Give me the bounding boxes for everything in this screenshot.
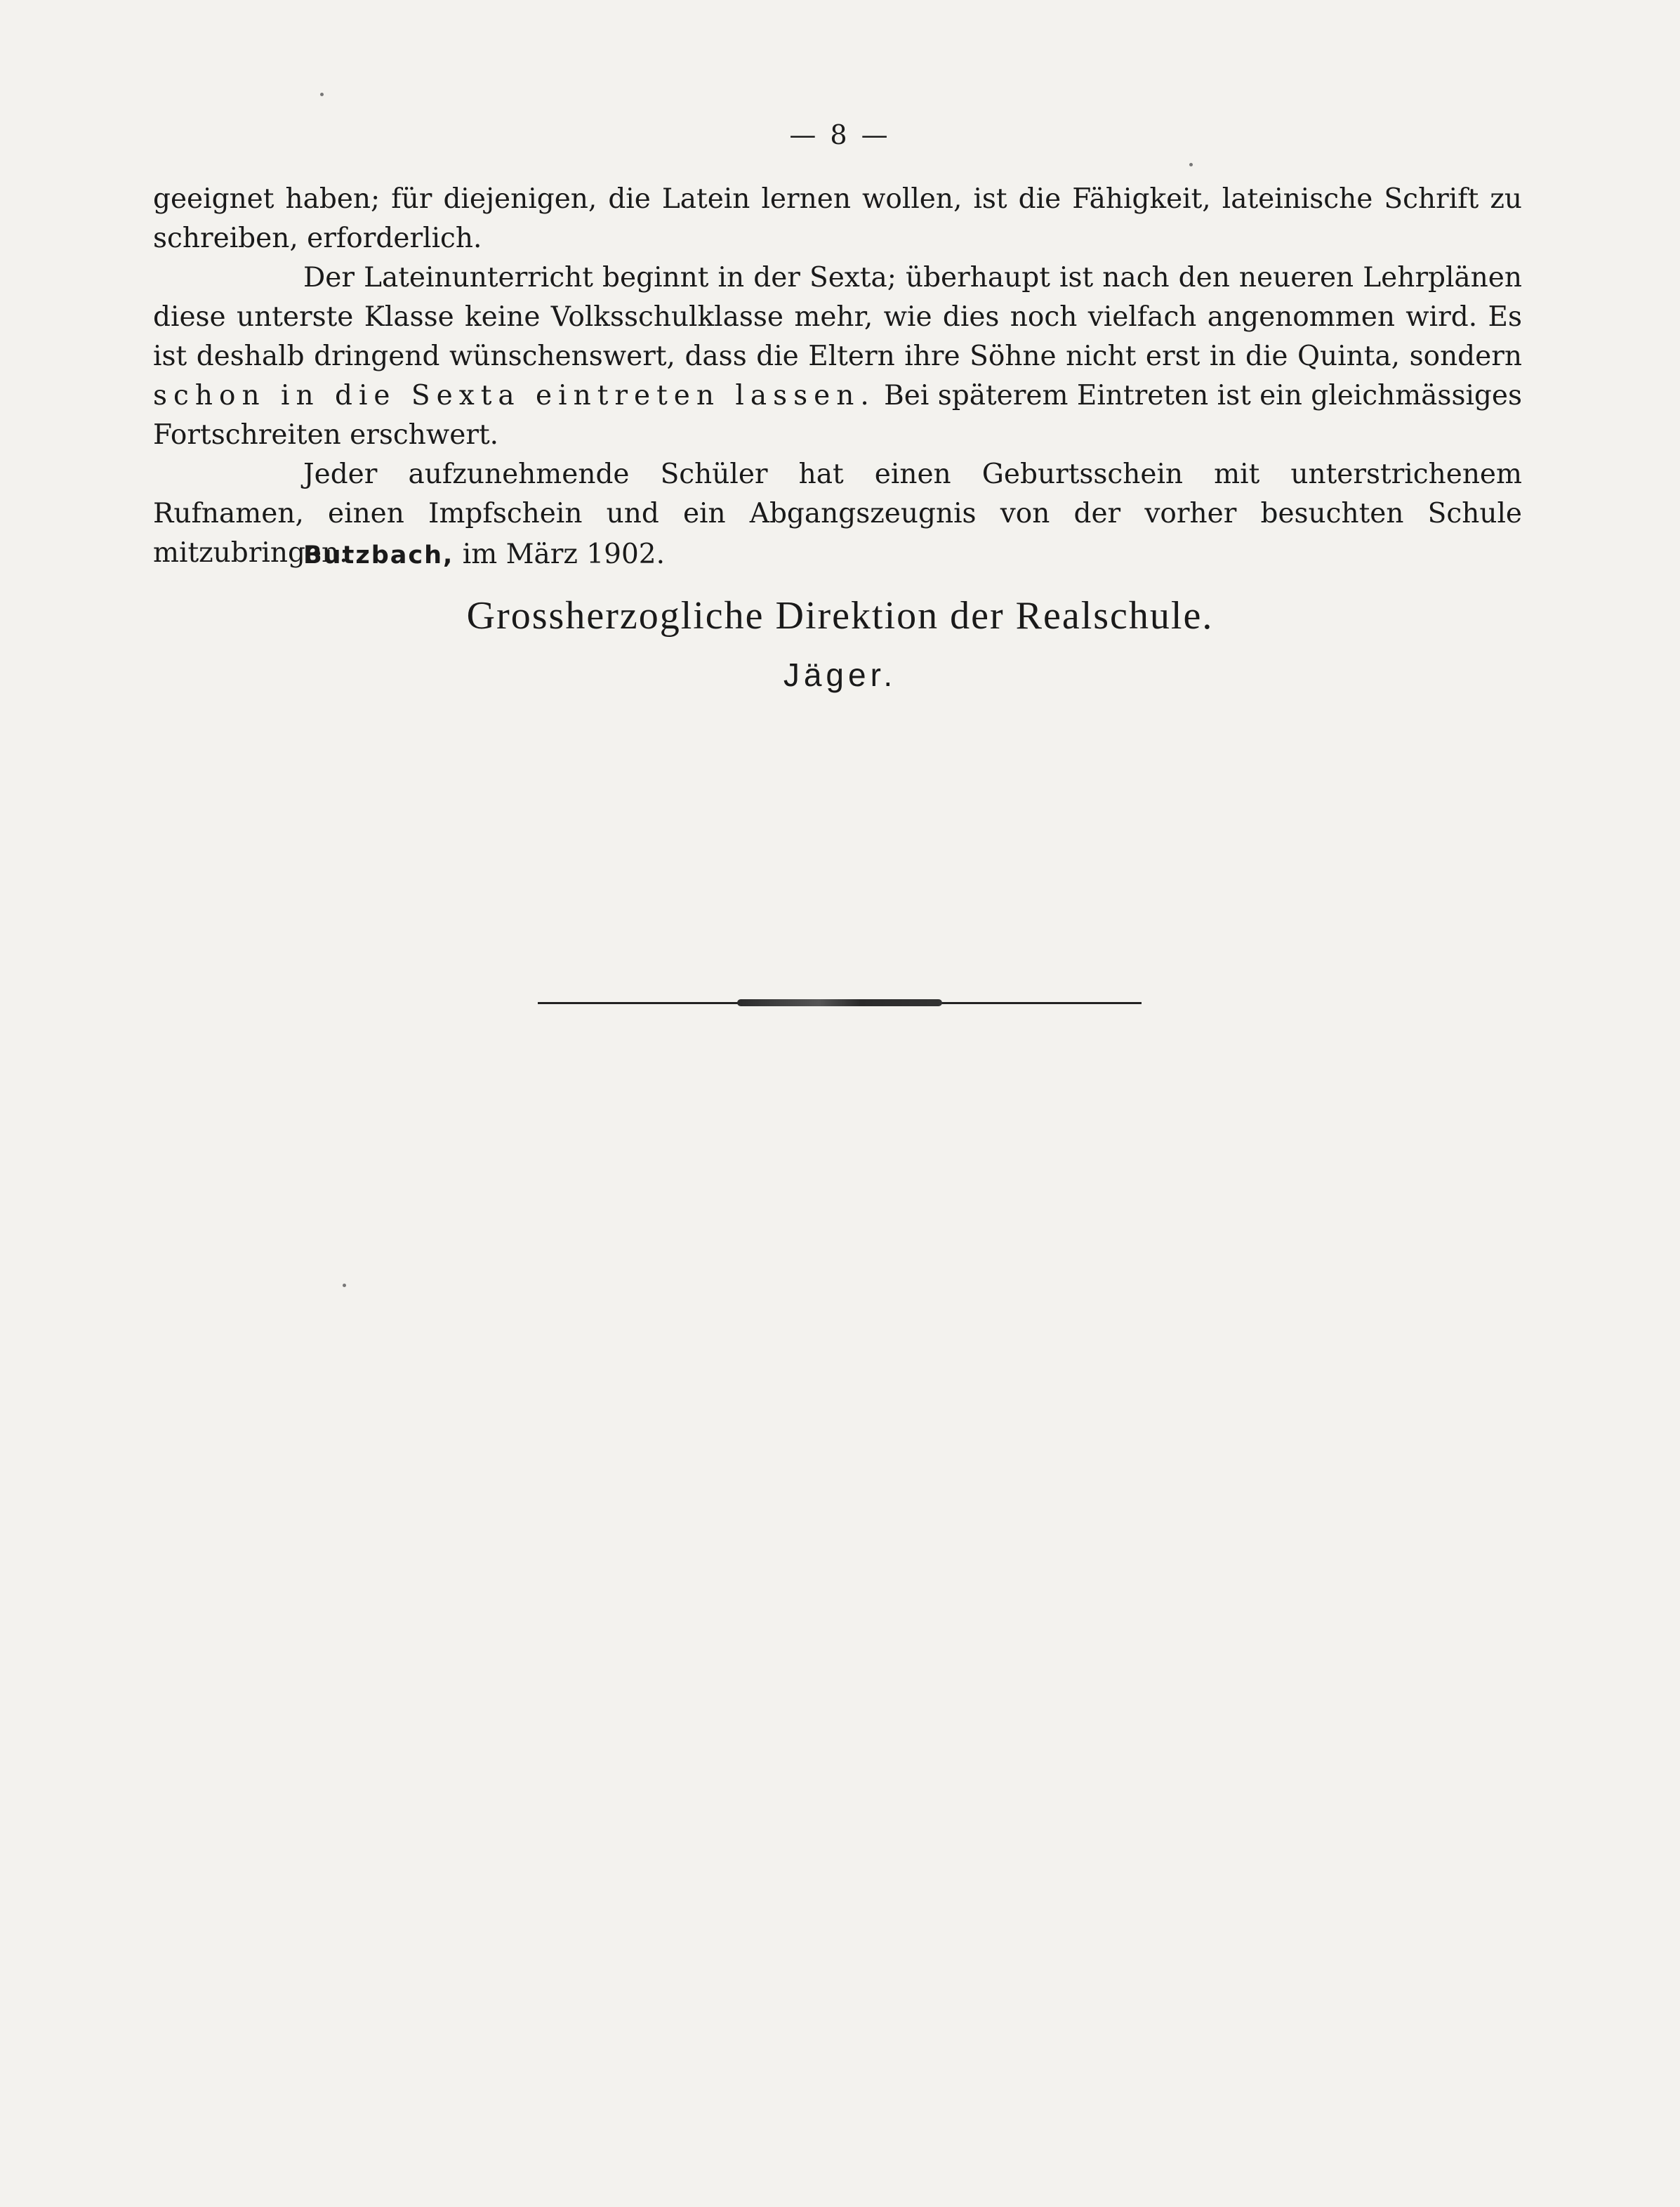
signoff-place: Butzbach, [303,541,454,569]
print-speck [1189,163,1193,166]
page-number: — 8 — [789,119,891,150]
paragraph-2-text-start: Der Lateinunterricht beginnt in der Sexta; überhaupt ist nach den neueren Lehrplänen diese unterste Klasse keine Volksschulklasse mehr, wie dies noch vielfach angenommen wird. Es ist deshalb dringend wünschenswert, dass die Eltern ihre Söhne nicht erst in die Quinta, sondern [153,262,1522,372]
paragraph-3: Jeder aufzunehmende Schüler hat einen Geburtsschein mit unterstrichenem Rufnamen, einen Impfschein und ein Abgangszeugnis von der vorher besuchten Schule mitzubringen. [153,459,1522,569]
print-speck [320,93,324,96]
paragraph-2 [153,258,1522,455]
body-text [153,180,1522,573]
divider-ornament [737,999,942,1006]
print-speck [343,1284,346,1287]
paragraph-2-emphasis: schon in die Sexta eintreten lassen. [153,380,875,411]
signoff-date: im März 1902. [462,539,666,570]
paragraph-1: geeignet haben; für diejenigen, die Latein lernen wollen, ist die Fähigkeit, lateinische Schrift zu schreiben, erforderlich. [153,183,1522,254]
issuing-authority: Grossherzogliche Direktion der Realschule. [466,594,1214,638]
paragraph-2-text-end: Bei späterem Eintreten ist ein gleichmässiges Fortschreiten erschwert. [153,380,1522,451]
signoff [303,535,665,575]
signature-name: Jäger. [783,657,897,693]
